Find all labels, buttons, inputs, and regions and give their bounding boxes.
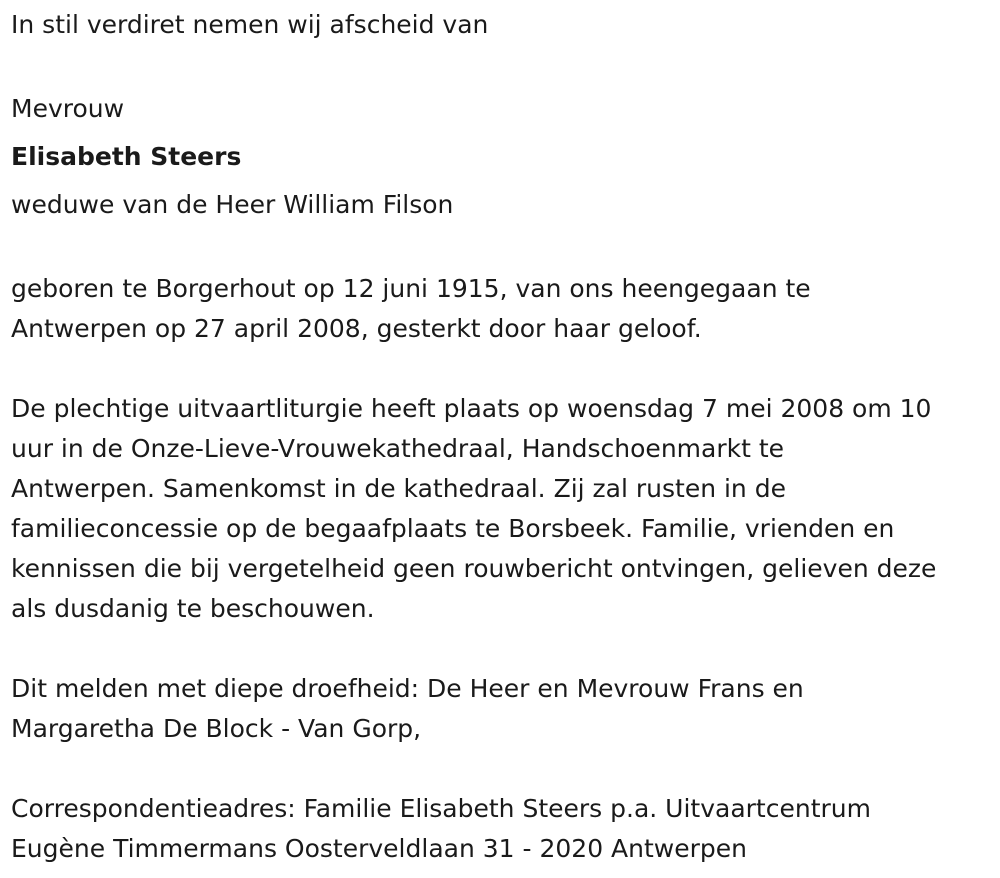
- paragraph-line: Antwerpen. Samenkomst in de kathedraal. Zij zal rusten in de: [11, 474, 786, 503]
- spacer: [11, 749, 996, 789]
- birth-death-paragraph: [11, 269, 996, 349]
- paragraph-line: Margaretha De Block - Van Gorp,: [11, 714, 422, 743]
- spacer: [11, 349, 996, 389]
- paragraph-line: kennissen die bij vergetelheid geen rouwbericht ontvingen, gelieven deze: [11, 554, 937, 583]
- deceased-name: Elisabeth Steers: [11, 142, 242, 171]
- announcers-paragraph: [11, 669, 996, 749]
- spacer: [11, 629, 996, 669]
- obituary-notice: [11, 5, 996, 869]
- correspondence-paragraph: [11, 789, 996, 869]
- paragraph-line: Correspondentieadres: Familie Elisabeth Steers p.a. Uitvaartcentrum: [11, 794, 871, 823]
- paragraph-line: Antwerpen op 27 april 2008, gesterkt door haar geloof.: [11, 314, 702, 343]
- relation-text: weduwe van de Heer William Filson: [11, 190, 454, 219]
- intro-text: In stil verdiret nemen wij afscheid van: [11, 10, 489, 39]
- paragraph-line: uur in de Onze-Lieve-Vrouwekathedraal, Handschoenmarkt te: [11, 434, 785, 463]
- paragraph-line: De plechtige uitvaartliturgie heeft plaats op woensdag 7 mei 2008 om 10: [11, 394, 932, 423]
- paragraph-line: als dusdanig te beschouwen.: [11, 594, 375, 623]
- paragraph-line: Eugène Timmermans Oosterveldlaan 31 - 2020 Antwerpen: [11, 834, 747, 863]
- salutation: Mevrouw: [11, 94, 125, 123]
- spacer: [11, 45, 996, 85]
- paragraph-line: geboren te Borgerhout op 12 juni 1915, van ons heengegaan te: [11, 274, 811, 303]
- paragraph-line: Dit melden met diepe droefheid: De Heer en Mevrouw Frans en: [11, 674, 804, 703]
- spacer: [11, 229, 996, 269]
- paragraph-line: familieconcessie op de begaafplaats te Borsbeek. Familie, vrienden en: [11, 514, 895, 543]
- ceremony-paragraph: [11, 389, 996, 629]
